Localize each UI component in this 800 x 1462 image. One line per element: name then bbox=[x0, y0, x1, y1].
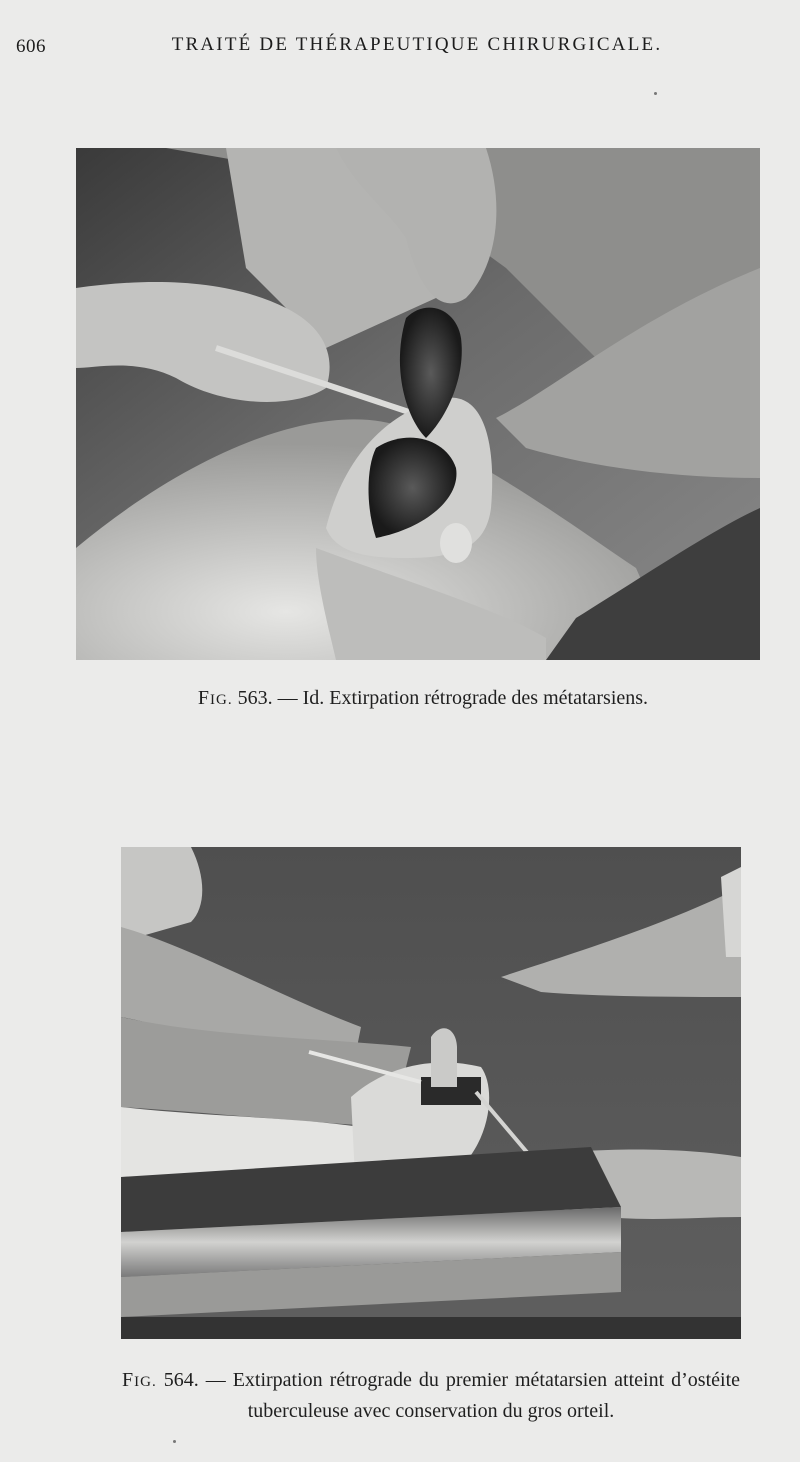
figure-563-number: 563. bbox=[237, 687, 273, 709]
figure-564-number: 564. bbox=[163, 1369, 199, 1391]
figure-564-image bbox=[121, 847, 741, 1339]
paper-speck bbox=[173, 1440, 176, 1443]
paper-speck bbox=[654, 92, 657, 95]
figure-563-photograph bbox=[76, 148, 760, 660]
figure-564-photograph bbox=[121, 847, 741, 1339]
figure-563-caption bbox=[0, 684, 800, 715]
figure-564-label: FIG. bbox=[122, 1369, 157, 1391]
page-number: 606 bbox=[16, 36, 46, 57]
figure-564-caption-text: — Extirpation rétrograde du premier métatarsien atteint d’ostéite tuberculeuse avec conservation du gros orteil. bbox=[205, 1369, 741, 1422]
figure-563-image bbox=[76, 148, 760, 660]
figure-563-caption-text: — Id. Extirpation rétrograde des métatarsiens. bbox=[277, 687, 649, 709]
figure-563-label: FIG. bbox=[197, 687, 233, 709]
running-title: TRAITÉ DE THÉRAPEUTIQUE CHIRURGICALE. bbox=[171, 34, 663, 55]
figure-564-caption bbox=[122, 1366, 740, 1426]
